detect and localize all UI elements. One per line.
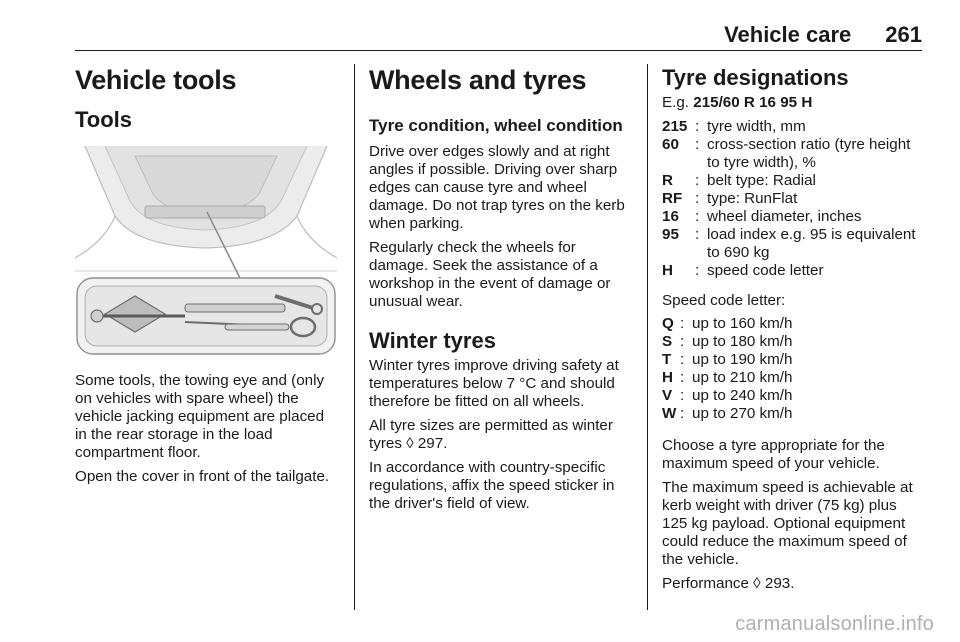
heading-tyre-condition: Tyre condition, wheel condition [369, 116, 623, 135]
paragraph-open-cover: Open the cover in front of the tailgate. [75, 468, 330, 485]
paragraph-winter-safety: Winter tyres improve driving safety at temperatures below 7 °C and should therefore be fitted on all wheels. [369, 357, 619, 410]
designation-list [662, 118, 924, 280]
paragraph-performance-ref: Performance ◊ 293. [662, 575, 795, 592]
heading-tyre-designations: Tyre designations [662, 65, 849, 90]
paragraph-choose-tyre: Choose a tyre appropriate for the maximum speed of your vehicle. [662, 437, 885, 472]
paragraph-max-speed: The maximum speed is achievable at kerb weight with driver (75 kg) plus 125 kg payload. Optional equipment could reduce the maximum speed of the vehicle. [662, 479, 913, 568]
list-item: H : up to 210 km/h [662, 369, 793, 386]
speed-code-intro: Speed code letter: [662, 292, 786, 309]
heading-vehicle-tools: Vehicle tools [75, 65, 237, 95]
list-item: W : up to 270 km/h [662, 405, 793, 422]
list-item: 60 : cross-section ratio (tyre height to tyre width), % [662, 136, 911, 171]
paragraph-drive-over-edges: Drive over edges slowly and at right angles if possible. Driving over sharp edges can cause tyre and wheel damage. Do not trap tyres on the kerb when parking. [369, 143, 625, 232]
paragraph-tyre-sizes: All tyre sizes are permitted as winter tyres ◊ 297. [369, 417, 613, 452]
example-line [662, 94, 924, 112]
tools-illustration [75, 146, 337, 356]
list-item: 215 : tyre width, mm [662, 118, 806, 135]
page-number: 261 [885, 22, 922, 47]
column-wheels-tyres [369, 64, 633, 513]
list-item: 95 : load index e.g. 95 is equivalent to 690 kg [662, 226, 916, 261]
header-rule [75, 50, 922, 51]
list-item: S : up to 180 km/h [662, 333, 793, 350]
column-tyre-designations [662, 64, 924, 593]
column-divider [354, 64, 355, 610]
footer-watermark: carmanualsonline.info [735, 613, 934, 635]
column-divider [647, 64, 648, 610]
paragraph-speed-sticker: In accordance with country-specific regulations, affix the speed sticker in the driver's field of view. [369, 459, 615, 512]
page-header [724, 22, 922, 52]
list-item: 16 : wheel diameter, inches [662, 208, 862, 225]
heading-tools: Tools [75, 107, 133, 132]
heading-winter-tyres: Winter tyres [369, 328, 496, 353]
speed-code-list [662, 315, 924, 423]
example-prefix: E.g. [662, 94, 694, 111]
column-vehicle-tools [75, 64, 340, 486]
list-item: V : up to 240 km/h [662, 387, 793, 404]
list-item: R : belt type: Radial [662, 172, 816, 189]
paragraph-tools-location: Some tools, the towing eye and (only on vehicles with spare wheel) the vehicle jacking equipment are placed in the rear storage in the load compartment floor. [75, 372, 325, 461]
paragraph-check-wheels: Regularly check the wheels for damage. Seek the assistance of a workshop in the event of damage or unusual wear. [369, 239, 611, 310]
section-title: Vehicle care [724, 22, 852, 47]
list-item: RF : type: RunFlat [662, 190, 798, 207]
heading-wheels-and-tyres: Wheels and tyres [369, 65, 587, 95]
list-item: H : speed code letter [662, 262, 824, 279]
list-item: T : up to 190 km/h [662, 351, 793, 368]
example-value: 215/60 R 16 95 H [693, 94, 813, 111]
list-item: Q : up to 160 km/h [662, 315, 793, 332]
